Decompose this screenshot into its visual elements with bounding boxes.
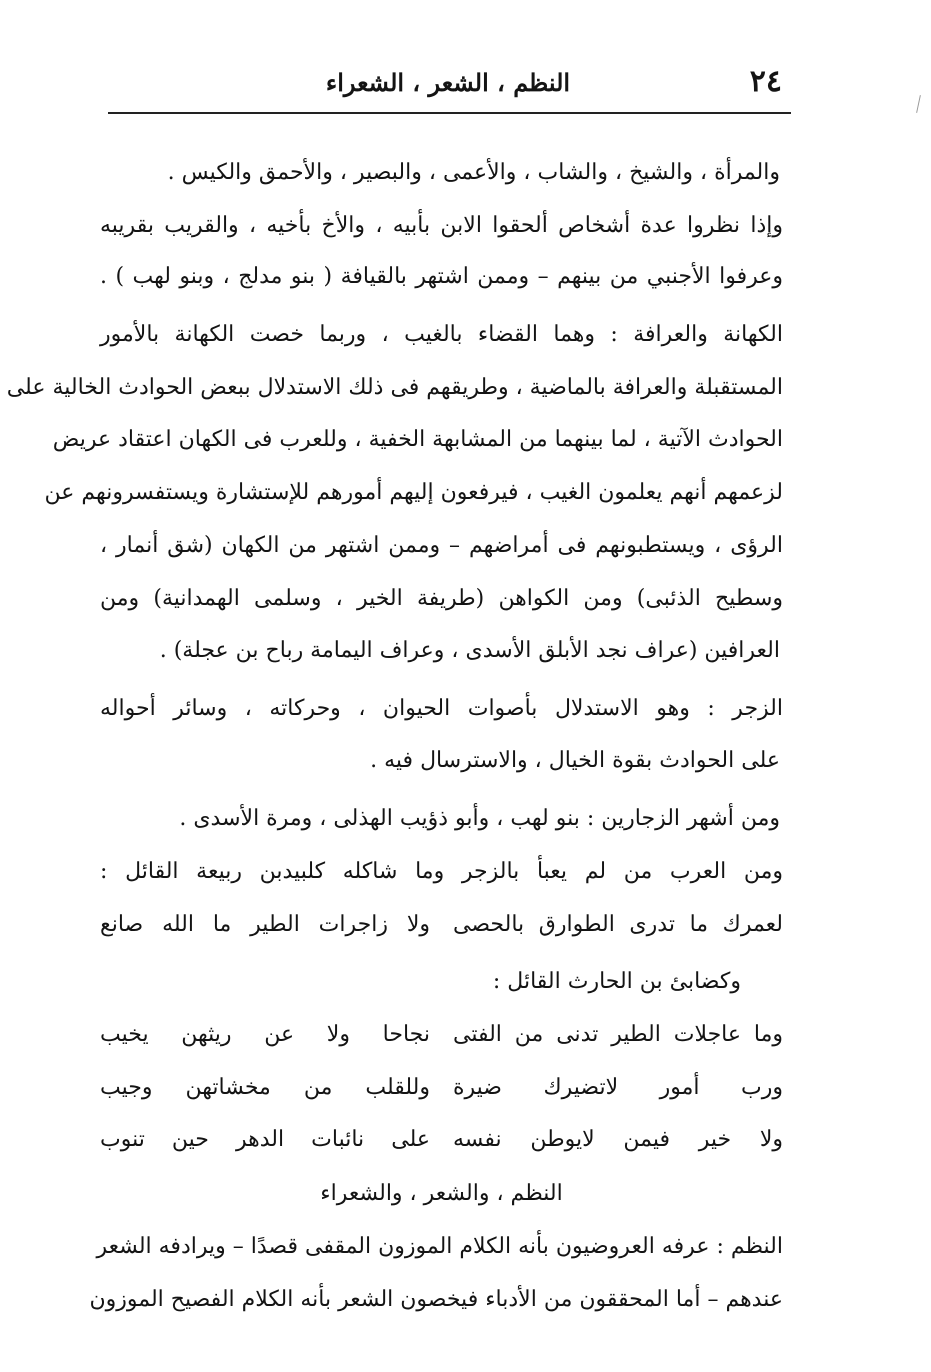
text-line: الزجر : وهو الاستدلال بأصوات الحيوان ، وحركاته ، وسائر أحواله [100,696,783,721]
text-line: ومن العرب من لم يعبأ بالزجر وما شاكله كلبيدبن ربيعة القائل : [100,859,783,884]
page-number: ٢٤ [749,64,782,99]
text-line: وعرفوا الأجنبي من بينهم – وممن اشتهر بالقيافة ( بنو مدلج ، وبنو لهب ) . [100,264,783,289]
poem-verse [100,1015,783,1055]
header-rule [108,112,791,114]
text-line: لزعمهم أنهم يعلمون الغيب ، فيرفعون إليهم أمورهم للإستشارة ويستفسرونهم عن [44,480,783,505]
text-line: الحوادث الآتية ، لما بينهما من المشابهة الخفية ، وللعرب فى الكهان اعتقاد عريض [52,427,783,452]
verse-first-hemistich: وما عاجلات الطير تدنى من الفتى [453,1022,783,1047]
verse-first-hemistich: ولا خير فيمن لايوطن نفسه [453,1127,783,1152]
verse-second-hemistich: نجاحا ولا عن ريثهن يخيب [100,1022,430,1047]
text-line: وإذا نظروا عدة أشخاص ألحقوا الابن بأبيه ، والأخ بأخيه ، والقريب بقريبه [100,213,783,238]
text-line: وكضابئ بن الحارث القائل : [492,969,741,994]
verse-second-hemistich: على نائبات الدهر حين تنوب [100,1127,430,1152]
verse-second-hemistich: ولا زاجرات الطير ما الله صانع [100,912,430,937]
poem-verse [100,1068,783,1108]
text-line: والمرأة ، والشيخ ، والشاب ، والأعمى ، والبصير ، والأحمق والكيس . [167,160,780,185]
text-line: العرافين (عراف نجد الأبلق الأسدى ، وعراف اليمامة رباح بن عجلة) . [159,638,780,663]
verse-second-hemistich: وللقلب من مخشاتهن وجيب [100,1075,430,1100]
text-line: المستقبلة والعرافة بالماضية ، وطريقهم فى ذلك الاستدلال ببعض الحوادث الخالية على [6,375,783,400]
verse-first-hemistich: لعمرك ما تدرى الطوارق بالحصى [453,912,783,937]
running-title: النظم ، الشعر ، الشعراء [325,68,571,97]
section-heading: النظم ، والشعر ، والشعراء [320,1181,563,1206]
text-line: ومن أشهر الزجارين : بنو لهب ، وأبو ذؤيب الهذلى ، ومرة الأسدى . [179,806,780,831]
text-line: النظم : عرفه العروضيون بأنه الكلام الموزون المقفى قصدًا – ويرادفه الشعر [96,1234,783,1259]
text-line: عندهم – أما المحققون من الأدباء فيخصون الشعر بأنه الكلام الفصيح الموزون [89,1287,783,1312]
text-line: الرؤى ، ويستطبونهم فى أمراضهم – وممن اشتهر من الكهان (شق أنمار ، [100,533,783,558]
page-header [108,58,788,110]
poem-verse [100,1120,783,1160]
poem-verse [100,905,783,945]
margin-mark [916,95,921,113]
text-line: وسطيح الذئبى) ومن الكواهن (طريفة الخير ، وسلمى الهمدانية) ومن [100,586,783,611]
verse-first-hemistich: ورب أمور لاتضيرك ضيرة [453,1075,783,1100]
text-line: الكهانة والعرافة : وهما القضاء بالغيب ، وربما خصت الكهانة بالأمور [100,322,783,347]
text-line: على الحوادث بقوة الخيال ، والاسترسال فيه . [370,748,780,773]
